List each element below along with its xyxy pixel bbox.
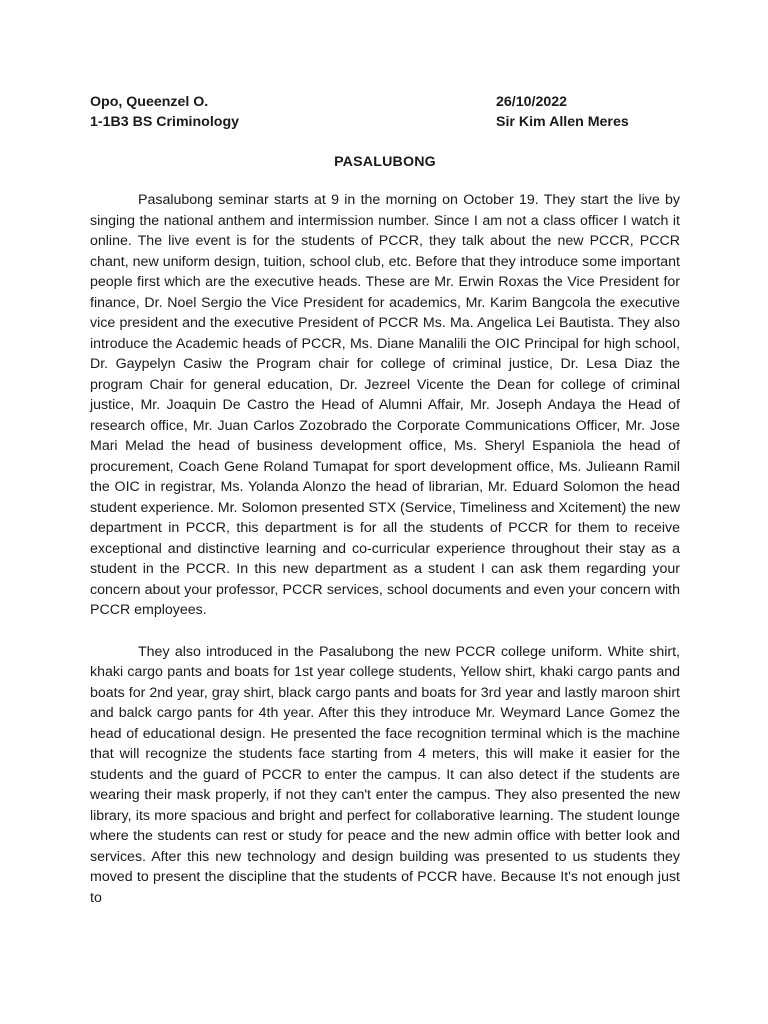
paragraph-2: They also introduced in the Pasalubong the new PCCR college uniform. White shirt, khaki cargo pants and boats for 1st year college students, Yellow shirt, khaki cargo pants and boats for 2nd year, gray shirt, black cargo pants and boats for 3rd year and lastly maroon shirt and balck cargo pants for 4th year. After this they introduce Mr. Weymard Lance Gomez the head of educational design. He presented the face recognition terminal which is the machine that will recognize the students face starting from 4 meters, this will make it easier for the students and the guard of PCCR to enter the campus. It can also detect if the students are wearing their mask properly, if not they can't enter the campus. They also presented the new library, its more spacious and bright and perfect for collaborative learning. The student lounge where the students can rest or study for peace and the new admin office with better look and services. After this new technology and design building was presented to us students they moved to present the discipline that the students of PCCR have. Because It's not enough just to	[90, 643, 680, 906]
document-title: PASALUBONG	[334, 154, 436, 170]
student-name: Opo, Queenzel O.	[90, 94, 209, 110]
submission-date: 26/10/2022	[496, 94, 568, 110]
header-row-1	[90, 92, 680, 112]
header-row-2	[90, 112, 680, 132]
document-page	[90, 92, 680, 908]
instructor-name: Sir Kim Allen Meres	[496, 114, 629, 130]
paragraph-1: Pasalubong seminar starts at 9 in the morning on October 19. They start the live by singing the national anthem and intermission number. Since I am not a class officer I watch it online. The live event is for the students of PCCR, they talk about the new PCCR, PCCR chant, new uniform design, tuition, school club, etc. Before that they introduce some important people first which are the executive heads. These are Mr. Erwin Roxas the Vice President for finance, Dr. Noel Sergio the Vice President for academics, Mr. Karim Bangcola the executive vice president and the executive President of PCCR Ms. Ma. Angelica Lei Bautista. They also introduce the Academic heads of PCCR, Ms. Diane Manalili the OIC Principal for high school, Dr. Gaypelyn Casiw the Program chair for college of criminal justice, Dr. Lesa Diaz the program Chair for general education, Dr. Jezreel Vicente the Dean for college of criminal justice, Mr. Joaquin De Castro the Head of Alumni Affair, Mr. Joseph Andaya the Head of research office, Mr. Juan Carlos Zozobrado the Corporate Communications Officer, Mr. Jose Mari Melad the head of business development office, Ms. Sheryl Espaniola the head of procurement, Coach Gene Roland Tumapat for sport development office, Ms. Julieann Ramil the OIC in registrar, Ms. Yolanda Alonzo the head of librarian, Mr. Eduard Solomon the head student experience. Mr. Solomon presented STX (Service, Timeliness and Xcitement) the new department in PCCR, this department is for all the students of PCCR for them to receive exceptional and distinctive learning and co-curricular experience throughout their stay as a student in the PCCR. In this new department as a student I can ask them regarding your concern about your professor, PCCR services, school documents and even your concern with PCCR employees.	[90, 192, 680, 618]
student-course: 1-1B3 BS Criminology	[90, 114, 239, 130]
